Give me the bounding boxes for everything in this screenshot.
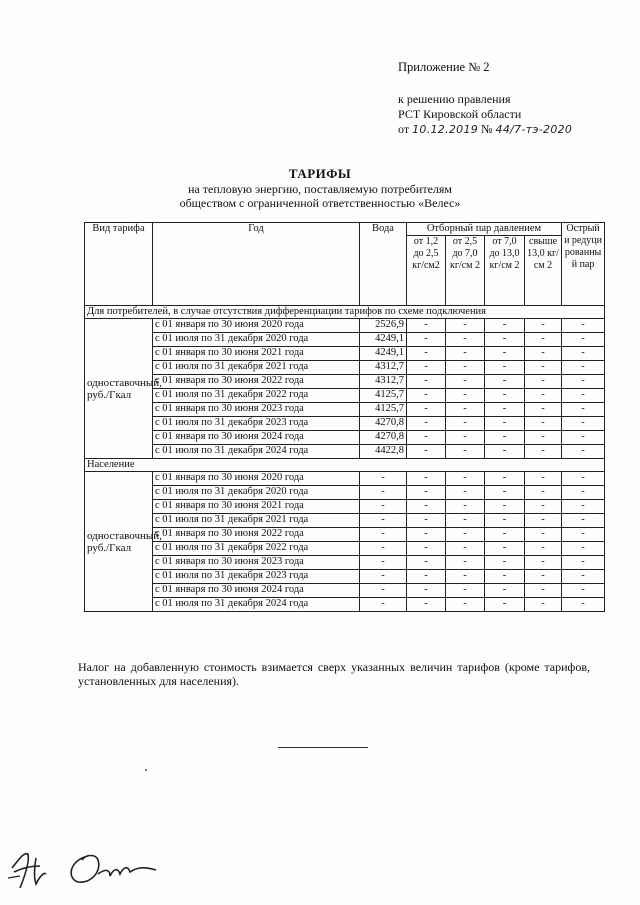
- pressure-1-value: -: [407, 514, 446, 528]
- pressure-3-value: -: [485, 431, 525, 445]
- pressure-4-value: -: [525, 584, 562, 598]
- pressure-1-value: -: [407, 486, 446, 500]
- pressure-4-value: -: [525, 375, 562, 389]
- pressure-3-value: -: [485, 389, 525, 403]
- header-pressure-3: от 7,0 до 13,0 кг/см 2: [485, 236, 525, 306]
- header-pressure-4: свыше 13,0 кг/см 2: [525, 236, 562, 306]
- sharp-steam-value: -: [562, 333, 605, 347]
- sharp-steam-value: -: [562, 472, 605, 486]
- period-cell: с 01 января по 30 июня 2022 года: [153, 375, 360, 389]
- header-water: Вода: [360, 223, 407, 306]
- water-value: -: [360, 486, 407, 500]
- period-cell: с 01 января по 30 июня 2020 года: [153, 319, 360, 333]
- pressure-4-value: -: [525, 472, 562, 486]
- water-value: -: [360, 514, 407, 528]
- sharp-steam-value: -: [562, 528, 605, 542]
- pressure-4-value: -: [525, 361, 562, 375]
- water-value: 2526,9: [360, 319, 407, 333]
- section-2-title: Население: [85, 459, 605, 472]
- water-value: -: [360, 556, 407, 570]
- pressure-3-value: -: [485, 486, 525, 500]
- stray-dot: [145, 769, 147, 771]
- pressure-4-value: -: [525, 389, 562, 403]
- period-cell: с 01 января по 30 июня 2023 года: [153, 556, 360, 570]
- header-sharp-steam: Острый и редуцированный пар: [562, 223, 605, 306]
- period-cell: с 01 января по 30 июня 2023 года: [153, 403, 360, 417]
- period-cell: с 01 января по 30 июня 2022 года: [153, 528, 360, 542]
- pressure-2-value: -: [446, 500, 485, 514]
- sharp-steam-value: -: [562, 417, 605, 431]
- water-value: 4312,7: [360, 361, 407, 375]
- pressure-4-value: -: [525, 347, 562, 361]
- section-2-row: [85, 459, 605, 472]
- sharp-steam-value: -: [562, 445, 605, 459]
- pressure-2-value: -: [446, 514, 485, 528]
- pressure-2-value: -: [446, 361, 485, 375]
- table-row: [85, 556, 605, 570]
- water-value: -: [360, 598, 407, 612]
- pressure-4-value: -: [525, 431, 562, 445]
- pressure-3-value: -: [485, 361, 525, 375]
- table-row: [85, 375, 605, 389]
- pressure-2-value: -: [446, 347, 485, 361]
- document-header: [398, 60, 572, 137]
- water-value: -: [360, 500, 407, 514]
- pressure-1-value: -: [407, 556, 446, 570]
- pressure-3-value: -: [485, 347, 525, 361]
- pressure-1-value: -: [407, 570, 446, 584]
- pressure-2-value: -: [446, 472, 485, 486]
- sharp-steam-value: -: [562, 319, 605, 333]
- pressure-2-value: -: [446, 403, 485, 417]
- sharp-steam-value: -: [562, 431, 605, 445]
- pressure-2-value: -: [446, 556, 485, 570]
- period-cell: с 01 января по 30 июня 2021 года: [153, 500, 360, 514]
- pressure-2-value: -: [446, 319, 485, 333]
- pressure-1-value: -: [407, 417, 446, 431]
- pressure-2-value: -: [446, 417, 485, 431]
- pressure-1-value: -: [407, 375, 446, 389]
- number-sign: №: [481, 122, 493, 136]
- water-value: 4249,1: [360, 333, 407, 347]
- header-period: Год: [153, 223, 360, 306]
- pressure-1-value: -: [407, 333, 446, 347]
- title-block: [0, 166, 640, 210]
- water-value: 4422,8: [360, 445, 407, 459]
- pressure-3-value: -: [485, 319, 525, 333]
- sharp-steam-value: -: [562, 375, 605, 389]
- pressure-2-value: -: [446, 333, 485, 347]
- tariff-type-label: одноставочный, руб./Гкал: [85, 472, 153, 612]
- pressure-1-value: -: [407, 584, 446, 598]
- water-value: 4270,8: [360, 431, 407, 445]
- table-row: [85, 431, 605, 445]
- sharp-steam-value: -: [562, 514, 605, 528]
- sharp-steam-value: -: [562, 500, 605, 514]
- handwritten-date: 10.12.2019: [412, 123, 479, 136]
- table-row: [85, 319, 605, 333]
- water-value: -: [360, 542, 407, 556]
- water-value: 4125,7: [360, 403, 407, 417]
- sharp-steam-value: -: [562, 570, 605, 584]
- sharp-steam-value: -: [562, 347, 605, 361]
- period-cell: с 01 июля по 31 декабря 2023 года: [153, 570, 360, 584]
- table-row: [85, 445, 605, 459]
- pressure-4-value: -: [525, 417, 562, 431]
- pressure-1-value: -: [407, 500, 446, 514]
- pressure-4-value: -: [525, 528, 562, 542]
- section-1-row: [85, 306, 605, 319]
- water-value: -: [360, 584, 407, 598]
- pressure-4-value: -: [525, 486, 562, 500]
- period-cell: с 01 июля по 31 декабря 2024 года: [153, 445, 360, 459]
- table-row: [85, 584, 605, 598]
- water-value: 4270,8: [360, 417, 407, 431]
- subtitle-line-2: обществом с ограниченной ответственностью «Велес»: [179, 196, 461, 210]
- pressure-3-value: -: [485, 333, 525, 347]
- header-pressure-2: от 2,5 до 7,0 кг/см 2: [446, 236, 485, 306]
- separator-line: [278, 747, 368, 748]
- pressure-1-value: -: [407, 472, 446, 486]
- pressure-3-value: -: [485, 500, 525, 514]
- pressure-3-value: -: [485, 472, 525, 486]
- header-steam-group: Отборный пар давлением: [407, 223, 562, 236]
- decision-line: к решению правления: [398, 92, 511, 106]
- period-cell: с 01 января по 30 июня 2024 года: [153, 584, 360, 598]
- table-row: [85, 417, 605, 431]
- table-row: [85, 514, 605, 528]
- table-row: [85, 347, 605, 361]
- period-cell: с 01 июля по 31 декабря 2020 года: [153, 486, 360, 500]
- table-row: [85, 570, 605, 584]
- pressure-1-value: -: [407, 389, 446, 403]
- table-row: [85, 598, 605, 612]
- pressure-1-value: -: [407, 528, 446, 542]
- period-cell: с 01 января по 30 июня 2021 года: [153, 347, 360, 361]
- tariff-table: [84, 222, 605, 612]
- period-cell: с 01 июля по 31 декабря 2022 года: [153, 389, 360, 403]
- vat-note: Налог на добавленную стоимость взимается сверх указанных величин тарифов (кроме тарифов, установленных для населения).: [78, 660, 590, 688]
- handwritten-signature-image: [6, 838, 176, 894]
- pressure-3-value: -: [485, 584, 525, 598]
- pressure-2-value: -: [446, 598, 485, 612]
- pressure-1-value: -: [407, 542, 446, 556]
- pressure-4-value: -: [525, 403, 562, 417]
- sharp-steam-value: -: [562, 403, 605, 417]
- pressure-2-value: -: [446, 584, 485, 598]
- pressure-1-value: -: [407, 445, 446, 459]
- table-row: [85, 528, 605, 542]
- handwritten-number: 44/7-тэ-2020: [495, 123, 573, 136]
- pressure-2-value: -: [446, 528, 485, 542]
- pressure-2-value: -: [446, 542, 485, 556]
- sharp-steam-value: -: [562, 584, 605, 598]
- pressure-4-value: -: [525, 500, 562, 514]
- pressure-3-value: -: [485, 514, 525, 528]
- pressure-2-value: -: [446, 389, 485, 403]
- table-row: [85, 403, 605, 417]
- pressure-2-value: -: [446, 486, 485, 500]
- period-cell: с 01 июля по 31 декабря 2020 года: [153, 333, 360, 347]
- header-pressure-1: от 1,2 до 2,5 кг/см2: [407, 236, 446, 306]
- tariff-type-label: одноставочный, руб./Гкал: [85, 319, 153, 459]
- period-cell: с 01 июля по 31 декабря 2022 года: [153, 542, 360, 556]
- pressure-4-value: -: [525, 598, 562, 612]
- table-row: [85, 333, 605, 347]
- period-cell: с 01 января по 30 июня 2020 года: [153, 472, 360, 486]
- table-row: [85, 486, 605, 500]
- pressure-4-value: -: [525, 333, 562, 347]
- pressure-1-value: -: [407, 361, 446, 375]
- sharp-steam-value: -: [562, 389, 605, 403]
- water-value: 4125,7: [360, 389, 407, 403]
- pressure-3-value: -: [485, 417, 525, 431]
- organization-name: РСТ Кировской области: [398, 107, 522, 121]
- pressure-3-value: -: [485, 598, 525, 612]
- document-title: ТАРИФЫ: [288, 166, 352, 181]
- subtitle-line-1: на тепловую энергию, поставляемую потребителям: [188, 182, 452, 196]
- pressure-3-value: -: [485, 542, 525, 556]
- pressure-4-value: -: [525, 514, 562, 528]
- pressure-4-value: -: [525, 570, 562, 584]
- pressure-3-value: -: [485, 556, 525, 570]
- sharp-steam-value: -: [562, 542, 605, 556]
- table-row: [85, 472, 605, 486]
- pressure-3-value: -: [485, 375, 525, 389]
- pressure-1-value: -: [407, 319, 446, 333]
- table-row: [85, 389, 605, 403]
- pressure-3-value: -: [485, 528, 525, 542]
- period-cell: с 01 июля по 31 декабря 2024 года: [153, 598, 360, 612]
- table-row: [85, 361, 605, 375]
- pressure-1-value: -: [407, 347, 446, 361]
- header-tariff-type: Вид тарифа: [85, 223, 153, 306]
- pressure-2-value: -: [446, 431, 485, 445]
- pressure-4-value: -: [525, 445, 562, 459]
- sharp-steam-value: -: [562, 361, 605, 375]
- sharp-steam-value: -: [562, 598, 605, 612]
- sharp-steam-value: -: [562, 556, 605, 570]
- period-cell: с 01 июля по 31 декабря 2023 года: [153, 417, 360, 431]
- water-value: 4312,7: [360, 375, 407, 389]
- pressure-4-value: -: [525, 542, 562, 556]
- pressure-3-value: -: [485, 403, 525, 417]
- sharp-steam-value: -: [562, 486, 605, 500]
- table-row: [85, 542, 605, 556]
- pressure-4-value: -: [525, 319, 562, 333]
- water-value: -: [360, 528, 407, 542]
- pressure-1-value: -: [407, 431, 446, 445]
- table-header-row: [85, 223, 605, 236]
- pressure-2-value: -: [446, 570, 485, 584]
- pressure-3-value: -: [485, 570, 525, 584]
- pressure-2-value: -: [446, 445, 485, 459]
- water-value: -: [360, 570, 407, 584]
- appendix-label: Приложение № 2: [398, 60, 490, 74]
- period-cell: с 01 июля по 31 декабря 2021 года: [153, 361, 360, 375]
- pressure-2-value: -: [446, 375, 485, 389]
- section-1-title: Для потребителей, в случае отсутствия дифференциации тарифов по схеме подключения: [85, 306, 605, 319]
- period-cell: с 01 июля по 31 декабря 2021 года: [153, 514, 360, 528]
- decision-date-line: [398, 122, 572, 137]
- pressure-1-value: -: [407, 403, 446, 417]
- pressure-4-value: -: [525, 556, 562, 570]
- pressure-3-value: -: [485, 445, 525, 459]
- water-value: -: [360, 472, 407, 486]
- water-value: 4249,1: [360, 347, 407, 361]
- table-row: [85, 500, 605, 514]
- period-cell: с 01 января по 30 июня 2024 года: [153, 431, 360, 445]
- date-prefix: от: [398, 122, 410, 136]
- pressure-1-value: -: [407, 598, 446, 612]
